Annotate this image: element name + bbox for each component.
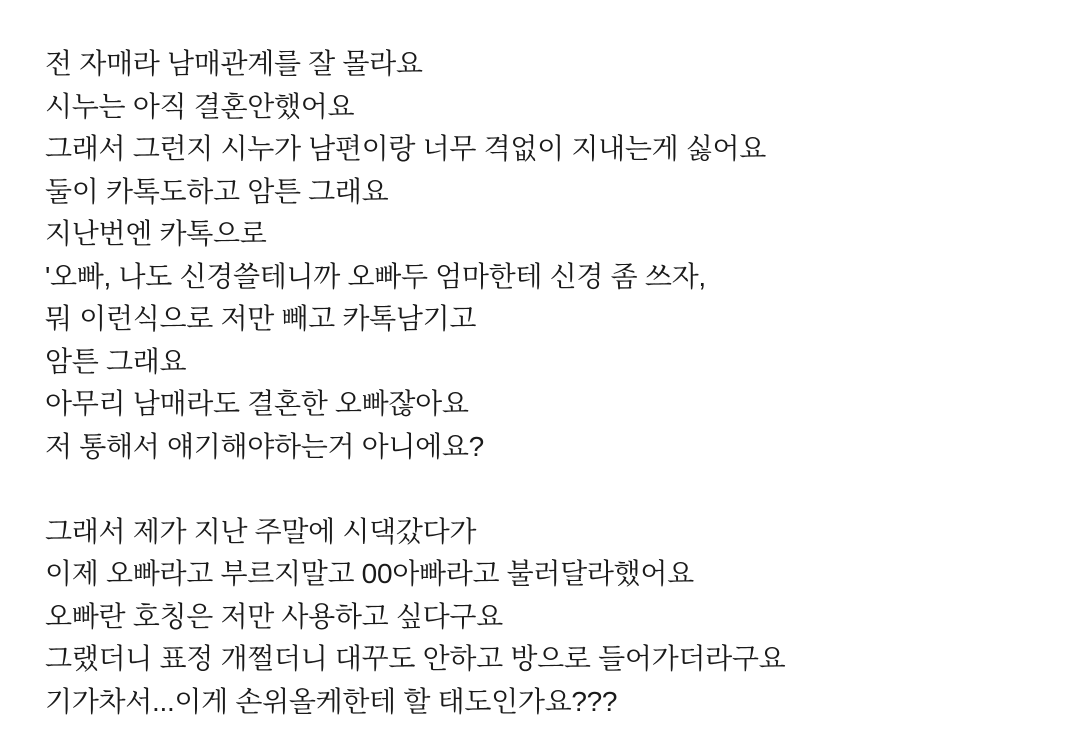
text-line: 아무리 남매라도 결혼한 오빠잖아요 xyxy=(45,388,469,419)
text-line: 기가차서...이게 손위올케한테 할 태도인가요??? xyxy=(45,685,618,717)
text-line: 암튼 그래요 xyxy=(45,345,187,377)
text-line: 둘이 카톡도하고 암튼 그래요 xyxy=(45,175,389,207)
text-line: '오빠, 나도 신경쓸테니까 오빠두 엄마한테 신경 좀 쓰자, xyxy=(45,260,706,292)
text-line: 오빠란 호칭은 저만 사용하고 싶다구요 xyxy=(45,600,503,632)
text-line: 저 통해서 얘기해야하는거 아니에요? xyxy=(45,430,484,462)
paragraph-1 xyxy=(45,43,1048,468)
text-line: 뭐 이런식으로 저만 빼고 카톡남기고 xyxy=(45,303,477,334)
text-line: 그래서 그런지 시누가 남편이랑 너무 격없이 지내는게 싫어요 xyxy=(45,133,767,164)
text-line: 그랬더니 표정 개쩔더니 대꾸도 안하고 방으로 들어가더라구요 xyxy=(45,643,786,674)
text-line: 지난번엔 카톡으로 xyxy=(45,218,267,249)
text-line: 이제 오빠라고 부르지말고 00아빠라고 불러달라했어요 xyxy=(45,558,694,589)
text-line: 시누는 아직 결혼안했어요 xyxy=(45,90,355,122)
text-line: 전 자매라 남매관계를 잘 몰라요 xyxy=(45,48,423,79)
text-line: 그래서 제가 지난 주말에 시댁갔다가 xyxy=(45,515,477,547)
paragraph-2 xyxy=(45,511,1048,724)
